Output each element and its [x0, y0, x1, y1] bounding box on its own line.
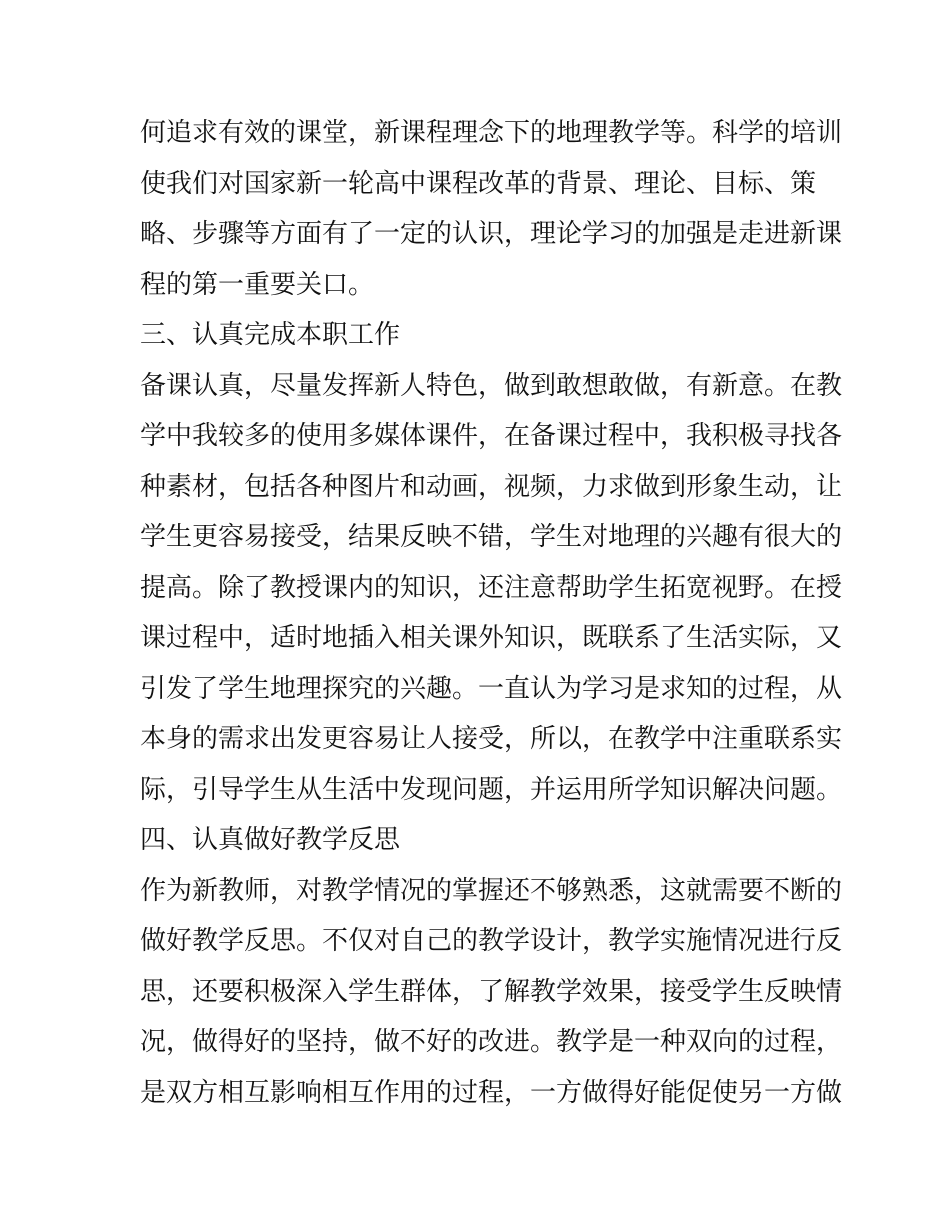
text-line: 是双方相互影响相互作用的过程，一方做得好能促使另一方做 [140, 1077, 843, 1108]
text-line: 程的第一重要关口。 [140, 269, 375, 300]
text-line: 思，还要积极深入学生群体，了解教学效果，接受学生反映情 [140, 976, 843, 1007]
text-line: 作为新教师，对教学情况的掌握还不够熟悉，这就需要不断的 [140, 875, 843, 906]
text-line: 使我们对国家新一轮高中课程改革的背景、理论、目标、策 [140, 168, 817, 199]
text-line: 略、步骤等方面有了一定的认识，理论学习的加强是走进新课 [140, 219, 843, 249]
text-line: 何追求有效的课堂，新课程理念下的地理教学等。科学的培训 [140, 118, 843, 148]
text-line: 提高。除了教授课内的知识，还注意帮助学生拓宽视野。在授 [140, 572, 843, 603]
text-line: 学中我较多的使用多媒体课件，在备课过程中，我积极寻找各 [140, 421, 843, 451]
document-body [140, 108, 843, 1118]
text-line: 本身的需求出发更容易让人接受，所以，在教学中注重联系实 [140, 724, 843, 754]
text-line: 况，做得好的坚持，做不好的改进。教学是一种双向的过程， [140, 1027, 843, 1057]
section-heading: 四、认真做好教学反思 [140, 825, 401, 855]
text-line: 课过程中，适时地插入相关课外知识，既联系了生活实际，又 [140, 623, 843, 653]
text-line: 引发了学生地理探究的兴趣。一直认为学习是求知的过程，从 [140, 673, 843, 704]
text-line: 种素材，包括各种图片和动画，视频，力求做到形象生动，让 [140, 471, 843, 502]
text-line: 际，引导学生从生活中发现问题，并运用所学知识解决问题。 [140, 774, 843, 805]
text-line: 做好教学反思。不仅对自己的教学设计，教学实施情况进行反 [140, 926, 843, 956]
section-heading: 三、认真完成本职工作 [140, 320, 401, 350]
text-line: 学生更容易接受，结果反映不错，学生对地理的兴趣有很大的 [140, 522, 843, 552]
text-line: 备课认真，尽量发挥新人特色，做到敢想敢做，有新意。在教 [140, 370, 843, 401]
